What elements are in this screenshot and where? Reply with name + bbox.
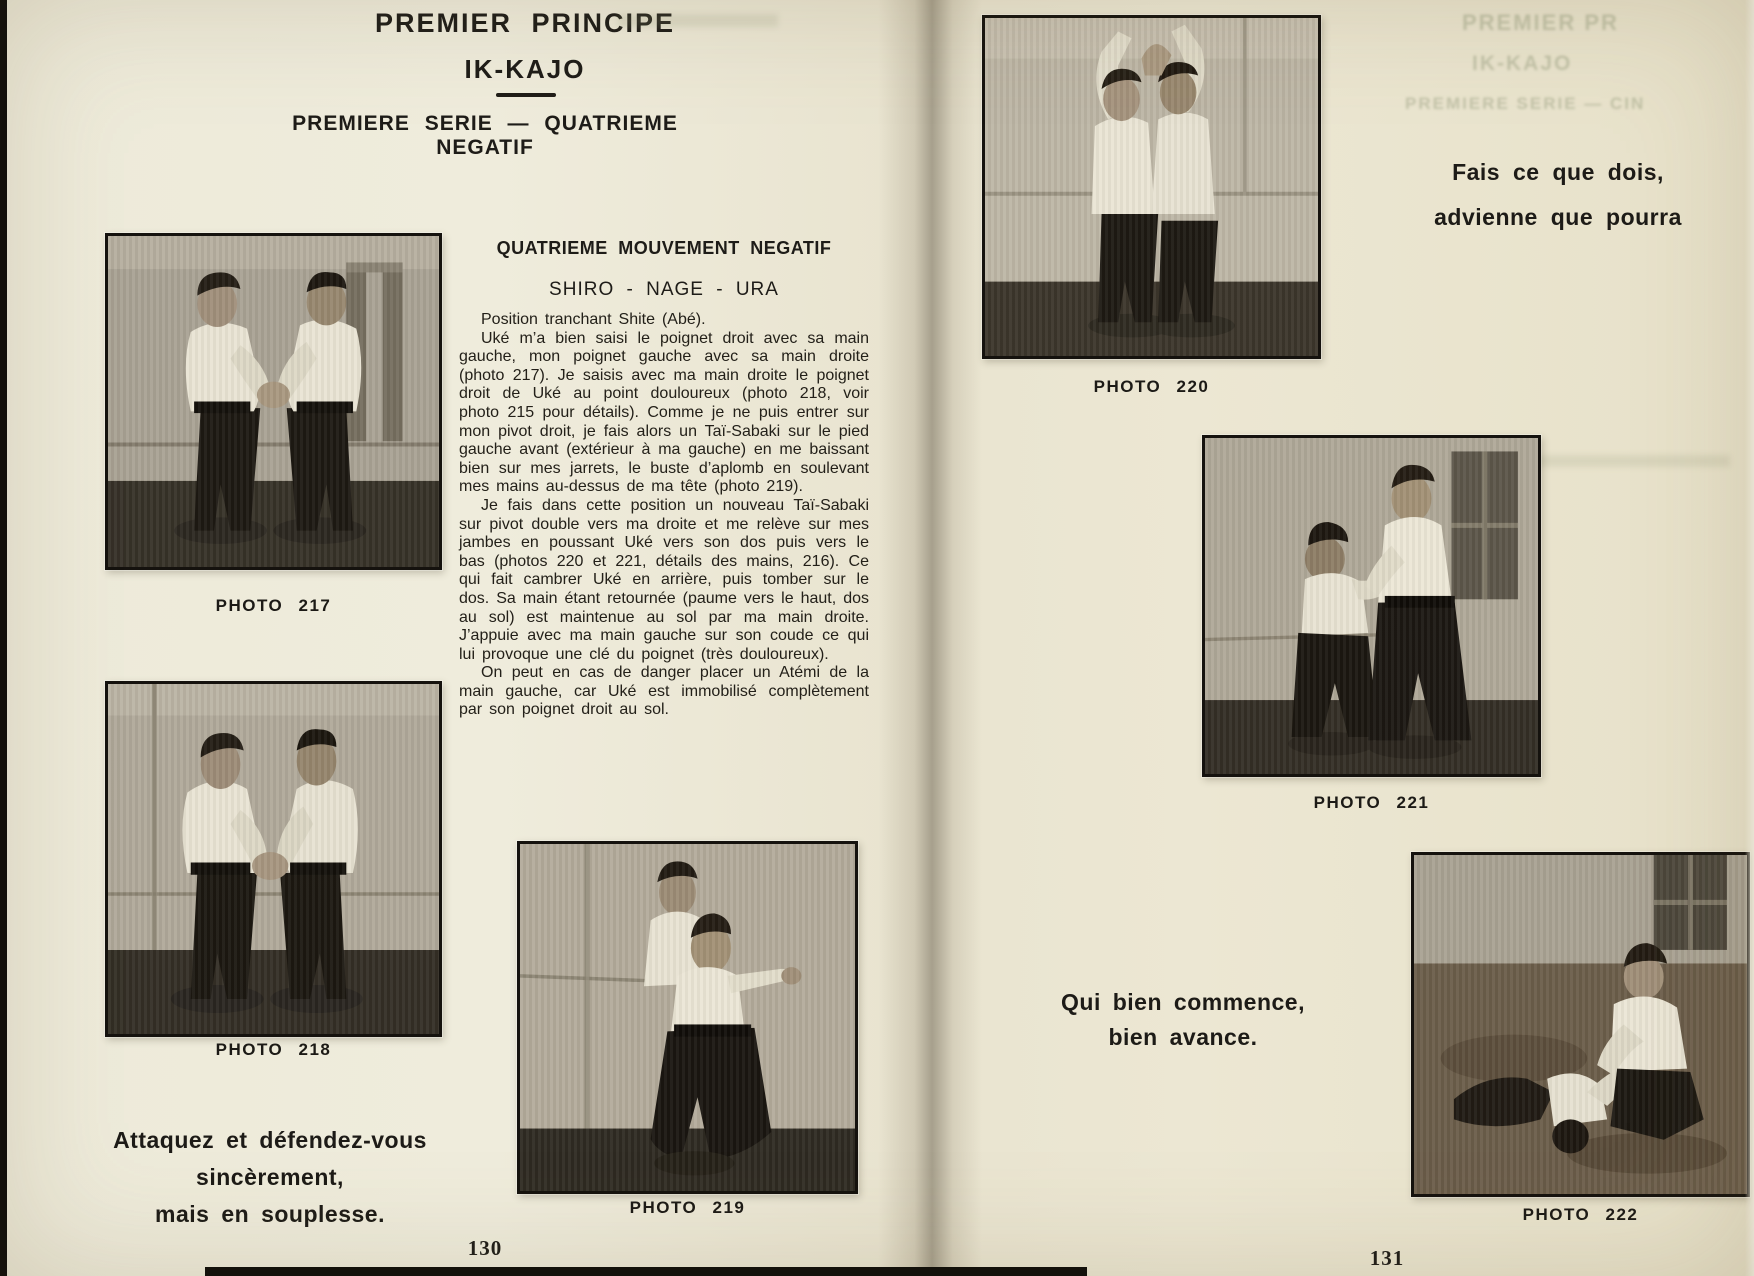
photo-220-caption: PHOTO 220 (1093, 377, 1210, 396)
right-page-top-quote (1408, 150, 1708, 240)
quote-line: sincèrement, (196, 1164, 344, 1190)
photo-219-image (520, 844, 855, 1191)
quote-line: Fais ce que dois, (1452, 159, 1664, 185)
photo-222 (1411, 852, 1750, 1197)
photo-222-image (1414, 855, 1747, 1194)
quote-line: Qui bien commence, (1061, 989, 1305, 1015)
photo-221-caption: PHOTO 221 (1313, 793, 1430, 812)
scan-right-edge (1745, 0, 1754, 1276)
photo-217-caption: PHOTO 217 (215, 596, 332, 615)
page-number-right: 131 (1369, 1246, 1405, 1270)
bottom-scan-strip (205, 1267, 1087, 1276)
photo-218 (105, 681, 442, 1037)
bleed-through-smudge (618, 14, 778, 27)
photo-218-image (108, 684, 439, 1034)
photo-218-caption: PHOTO 218 (215, 1040, 332, 1059)
photo-217-image (108, 236, 439, 567)
photo-219-caption: PHOTO 219 (629, 1198, 746, 1217)
chapter-subtitle: IK-KAJO (464, 54, 586, 84)
quote-line: mais en souplesse. (155, 1201, 385, 1227)
photo-222-caption: PHOTO 222 (1522, 1205, 1639, 1224)
body-text-column (459, 238, 869, 720)
bleed-through-text: PREMIER PR (1462, 10, 1619, 35)
photo-220-image (985, 18, 1318, 356)
gutter-shadow (878, 0, 982, 1276)
photo-220 (982, 15, 1321, 359)
bleed-through-text: PREMIERE SERIE — CIN (1405, 94, 1646, 113)
photo-217 (105, 233, 442, 570)
body-paragraph: Uké m’a bien saisi le poignet droit avec sa main gauche, mon poignet gauche avec sa main droite (photo 217). Je saisis avec ma main droite le poignet droit de Uké au point douloureux (photo 218, voir photo 215 pour détails). Comme je ne puis entrer sur mon pivot droit, je fais alors un Taï-Sabaki sur le pied gauche avant (extérieur à ma gauche) en me baissant bien sur mes jarrets, le buste d’aplomb en soulevant mes mains au-dessus de ma tête (photo 219). (459, 329, 869, 496)
photo-221 (1202, 435, 1541, 777)
scan-left-edge (0, 0, 7, 1276)
left-page-quote (95, 1122, 445, 1233)
right-page-bottom-quote (1058, 985, 1308, 1055)
bleed-through-smudge (1520, 455, 1730, 467)
body-paragraph: Je fais dans cette position un nouveau Taï-Sabaki sur pivot double vers ma droite et me relève sur mes jambes en poussant Uké vers son dos puis vers le bas (photos 220 et 221, détails des mains, 216). Ce qui fait cambrer Uké en arrière, puis tomber sur le dos. Sa main étant retournée (paume vers le haut, dos au sol) est maintenue au sol par ma main droite. J’appuie avec ma main gauche sur son coude ce qui lui provoque une clé du poignet (très douloureux). (459, 496, 869, 663)
bleed-through-text: IK-KAJO (1472, 52, 1573, 75)
series-heading: PREMIERE SERIE — QUATRIEME NEGATIF (292, 112, 678, 159)
subtitle-underline (496, 93, 556, 97)
movement-heading: QUATRIEME MOUVEMENT NEGATIF (496, 238, 832, 258)
page-number-left: 130 (467, 1236, 503, 1260)
quote-line: Attaquez et défendez-vous (113, 1127, 427, 1153)
body-paragraph: On peut en cas de danger placer un Atémi de la main gauche, car Uké est immobilisé complètement par son poignet droit au sol. (459, 664, 869, 719)
quote-line: advienne que pourra (1434, 204, 1682, 230)
photo-221-image (1205, 438, 1538, 774)
chapter-title: PREMIER PRINCIPE (374, 8, 676, 38)
body-paragraph: Position tranchant Shite (Abé). (481, 311, 706, 328)
technique-name: SHIRO - NAGE - URA (549, 279, 779, 300)
photo-219 (517, 841, 858, 1194)
quote-line: bien avance. (1108, 1024, 1258, 1050)
